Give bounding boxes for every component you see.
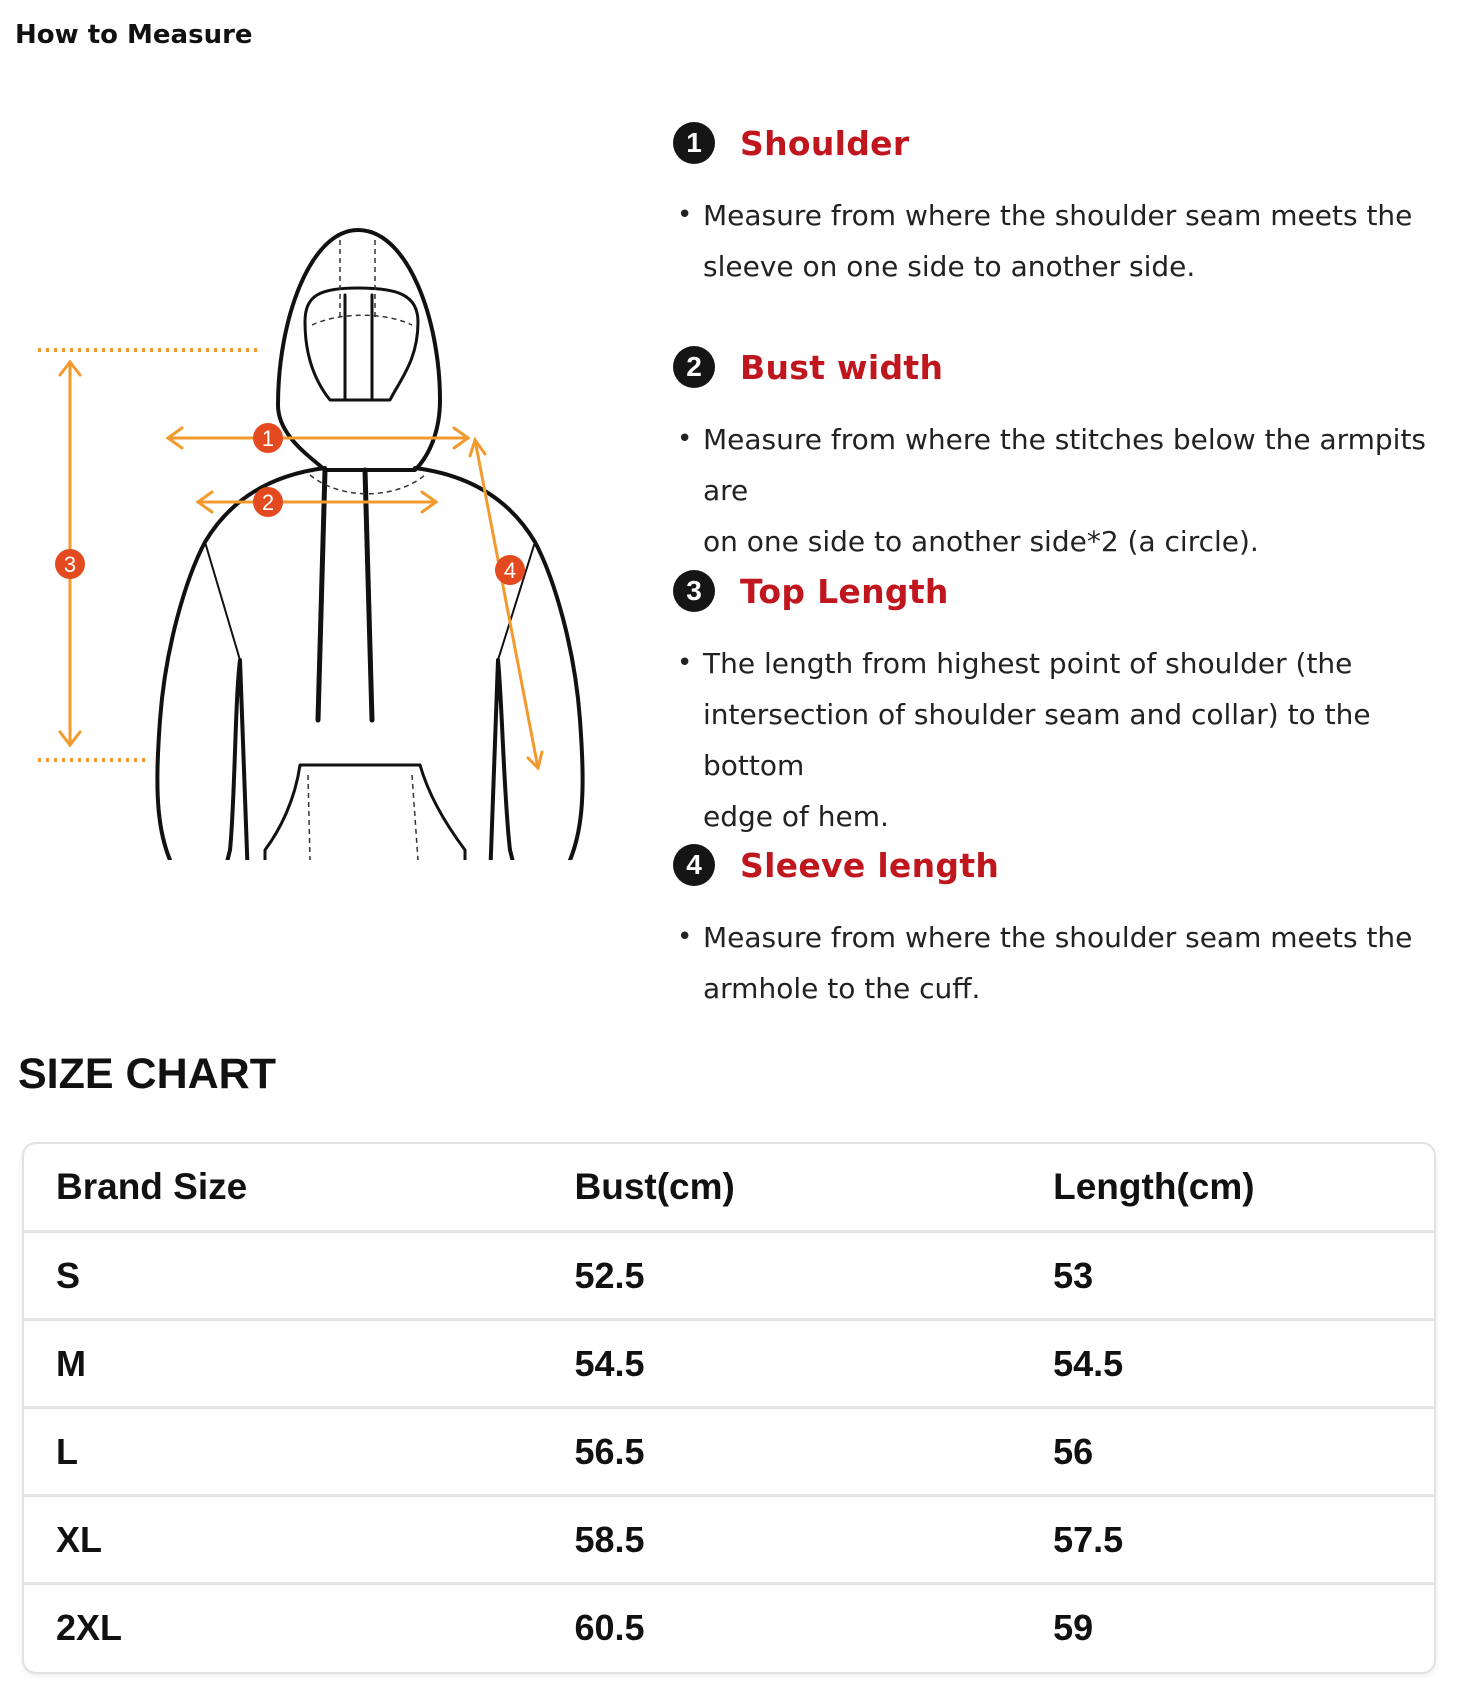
table-row [24, 1494, 1434, 1582]
desc-line: Measure from where the stitches below the armpits are [703, 423, 1427, 507]
size-chart-title: SIZE CHART [18, 1050, 276, 1098]
measure-top-length [673, 566, 1433, 842]
measure-sleeve-length [673, 840, 1433, 1014]
bullet: • [677, 648, 693, 678]
desc-line: armhole to the cuff. [703, 972, 981, 1005]
cell-length: 56 [1053, 1430, 1094, 1472]
cell-length: 53 [1053, 1254, 1094, 1296]
hoodie-diagram [20, 200, 600, 860]
number-badge: 2 [673, 346, 715, 388]
cell-bust: 52.5 [574, 1254, 645, 1296]
number-badge: 4 [673, 844, 715, 886]
table-header-row [24, 1144, 1434, 1230]
cell-size: S [56, 1254, 81, 1296]
desc-line: The length from highest point of shoulder (the [703, 647, 1353, 680]
desc-line: intersection of shoulder seam and collar) to the bottom [703, 698, 1371, 782]
measure-description [673, 190, 1433, 292]
cell-bust: 54.5 [574, 1342, 645, 1384]
size-chart-table [22, 1142, 1436, 1674]
measure-bust-width [673, 342, 1433, 567]
marker-1: 1 [261, 426, 275, 451]
desc-line: Measure from where the shoulder seam meets the [703, 921, 1413, 954]
table-row [24, 1582, 1434, 1670]
bullet: • [677, 200, 693, 230]
number-badge: 1 [673, 122, 715, 164]
measure-description [673, 638, 1433, 842]
measure-description [673, 414, 1433, 567]
table-row [24, 1230, 1434, 1318]
table-row [24, 1406, 1434, 1494]
measure-shoulder [673, 118, 1433, 292]
desc-line: sleeve on one side to another side. [703, 250, 1196, 283]
desc-line: Measure from where the shoulder seam meets the [703, 199, 1413, 232]
cell-bust: 56.5 [574, 1430, 645, 1472]
page-title: How to Measure [15, 20, 253, 50]
measure-title: Shoulder [740, 123, 910, 163]
header-bust: Bust(cm) [574, 1166, 735, 1207]
desc-line: edge of hem. [703, 800, 889, 833]
table-row [24, 1318, 1434, 1406]
marker-2: 2 [261, 490, 275, 515]
cell-size: L [56, 1430, 78, 1472]
measure-title: Bust width [740, 347, 944, 387]
cell-size: 2XL [56, 1606, 123, 1648]
bullet: • [677, 922, 693, 952]
measure-description [673, 912, 1433, 1014]
number-badge: 3 [673, 570, 715, 612]
cell-length: 59 [1053, 1606, 1094, 1648]
marker-4: 4 [503, 558, 517, 583]
cell-bust: 60.5 [574, 1606, 645, 1648]
cell-length: 57.5 [1053, 1518, 1124, 1560]
measure-title: Sleeve length [740, 845, 1000, 885]
header-brand-size: Brand Size [56, 1166, 248, 1207]
marker-3: 3 [63, 552, 77, 577]
desc-line: on one side to another side*2 (a circle). [703, 525, 1259, 558]
cell-bust: 58.5 [574, 1518, 645, 1560]
header-length: Length(cm) [1053, 1166, 1255, 1207]
cell-length: 54.5 [1053, 1342, 1124, 1384]
cell-size: XL [56, 1518, 103, 1560]
measure-title: Top Length [740, 571, 949, 611]
cell-size: M [56, 1342, 86, 1384]
bullet: • [677, 424, 693, 454]
